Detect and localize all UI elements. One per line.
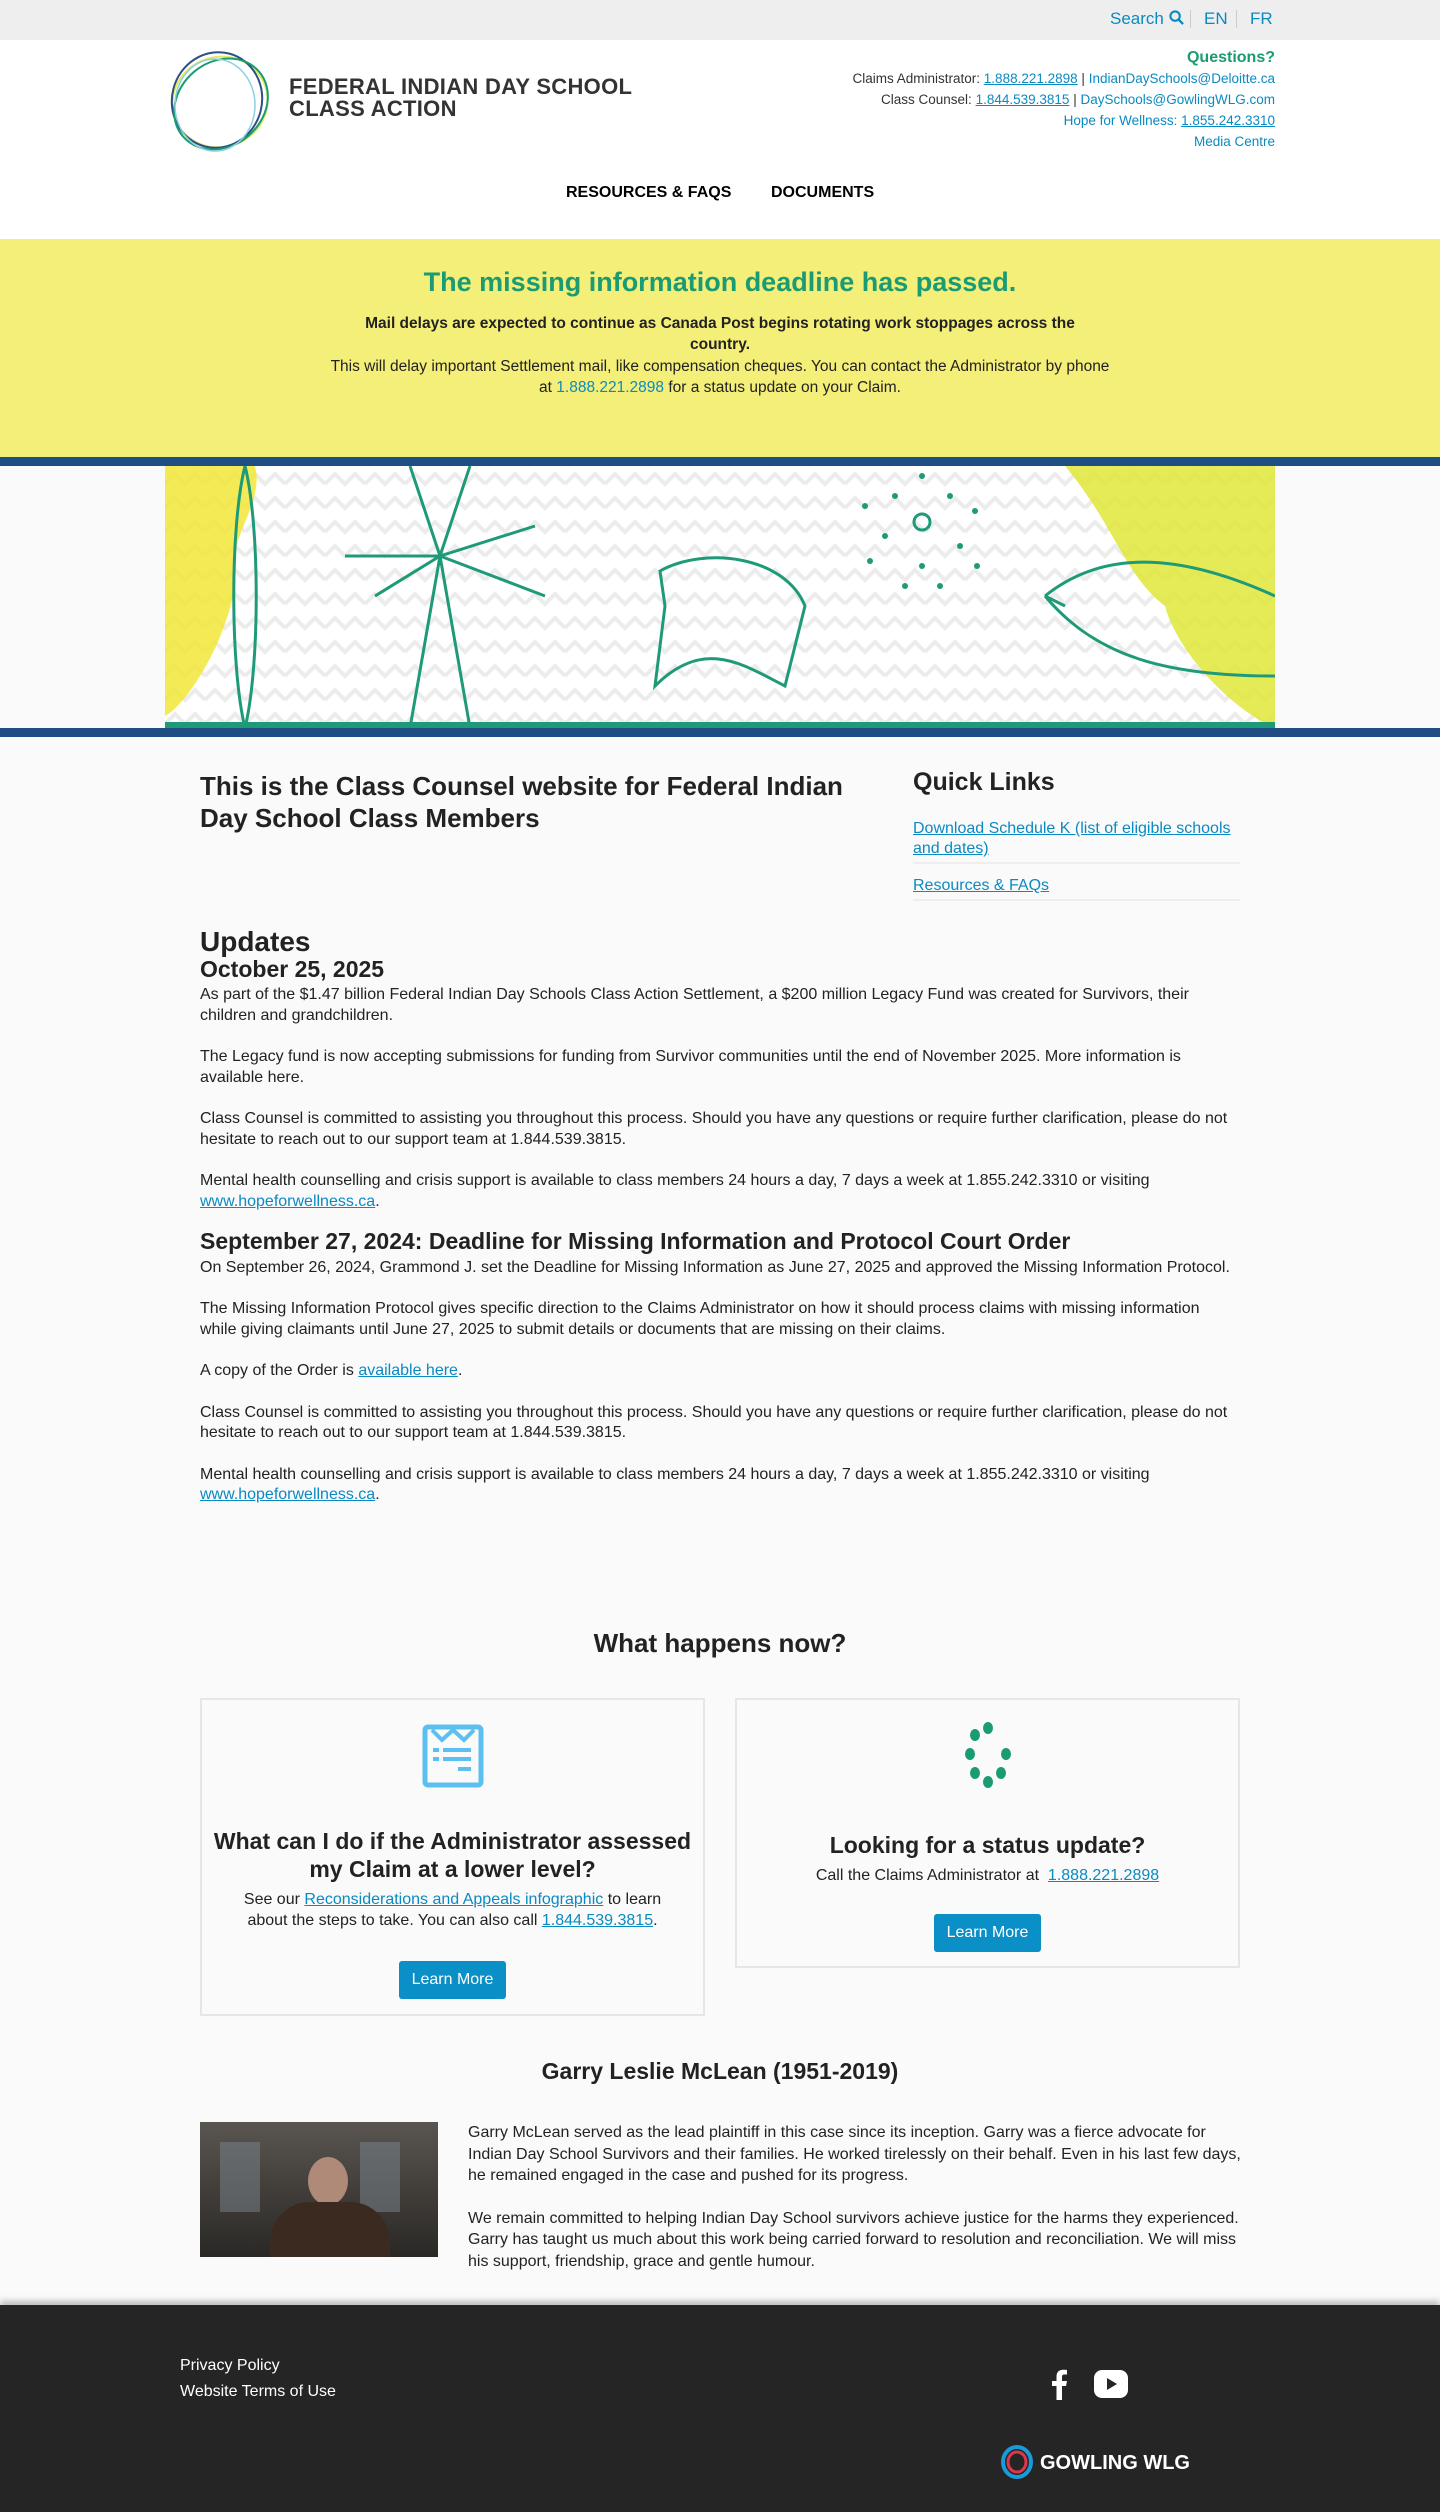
search-icon: [1169, 10, 1184, 25]
hope-phone-link[interactable]: 1.855.242.3310: [1181, 113, 1275, 128]
paragraph-text: A copy of the Order is: [200, 1362, 354, 1379]
hero-illustration: [165, 466, 1275, 728]
update-paragraph: [200, 1465, 1240, 1506]
paragraph-text: Mental health counselling and crisis support is available to class members 24 hours a day, 7 days a week at 1.855.242.3310 or visiting: [200, 1465, 1150, 1483]
status-update-card: [735, 1698, 1240, 1968]
period: .: [375, 1192, 380, 1210]
claims-phone-link[interactable]: 1.888.221.2898: [1047, 1867, 1160, 1884]
questions-heading: Questions?: [1186, 49, 1275, 66]
claims-phone-link[interactable]: 1.888.221.2898: [983, 71, 1078, 86]
divider-bar: [0, 457, 1440, 466]
counsel-email-link[interactable]: DaySchools@GowlingWLG.com: [1080, 92, 1275, 107]
update-paragraph: As part of the $1.47 billion Federal Indian Day Schools Class Action Settlement, a $200 million Legacy Fund was created for Survivors, their children and grandchildren.: [200, 986, 1189, 1024]
garry-tribute: [468, 2122, 1248, 2293]
hope-for-wellness-link[interactable]: www.hopeforwellness.ca: [200, 1486, 376, 1503]
card-title: Looking for a status update?: [829, 1832, 1146, 1858]
divider: [1236, 10, 1237, 28]
logo-line-2: CLASS ACTION: [289, 96, 457, 121]
terms-of-use-link[interactable]: Website Terms of Use: [180, 2383, 336, 2400]
what-happens-now-heading: What happens now?: [593, 1628, 847, 1658]
updates-heading: Updates: [200, 926, 311, 957]
garry-photo: [200, 2122, 438, 2257]
site-logo-text[interactable]: [289, 76, 632, 120]
quick-link-resources-faqs[interactable]: Resources & FAQs: [913, 877, 1050, 894]
alert-banner: [0, 239, 1440, 457]
alert-text-2: for a status update on your Claim.: [668, 379, 901, 396]
gowling-wlg-brand: GOWLING WLG: [1040, 2452, 1190, 2474]
lang-en-link[interactable]: EN: [1204, 9, 1228, 28]
update-paragraph: [200, 1171, 1240, 1212]
claims-label: Claims Administrator:: [852, 71, 981, 86]
loading-dots-icon: [953, 1720, 1023, 1792]
separator: |: [1073, 92, 1077, 107]
card-text: Call the Claims Administrator at: [815, 1867, 1040, 1884]
hope-label: Hope for Wellness:: [1063, 113, 1178, 128]
document-icon: [422, 1724, 484, 1788]
tribute-paragraph: Garry McLean served as the lead plaintiff in this case since its inception. Garry was a fierce advocate for Indian Day School Survivors and their families. He worked tirelessly on their behalf. Even in his last few days, he remained engaged in the case and pushed for its progress.: [468, 2124, 1241, 2184]
paragraph-text: Mental health counselling and crisis support is available to class members 24 hours a day, 7 days a week at 1.855.242.3310 or visiting: [200, 1172, 1150, 1189]
updates-section: [200, 926, 1240, 1527]
separator: |: [1081, 71, 1085, 86]
search-link[interactable]: [1110, 9, 1184, 29]
tribute-paragraph: We remain committed to helping Indian Day School survivors achieve justice for the harms they experienced. Garry has taught us much about this work being carried forward to resolution and reconciliation. We will miss his support, friendship, grace and gentle humour.: [468, 2209, 1239, 2270]
card-title: What can I do if the Administrator assessed my Claim at a lower level?: [213, 1828, 692, 1882]
learn-more-button[interactable]: Learn More: [934, 1914, 1042, 1952]
quick-links: [913, 768, 1240, 913]
search-label: Search: [1110, 9, 1164, 28]
page-title: This is the Class Counsel website for Federal Indian Day School Class Members: [200, 771, 843, 833]
facebook-icon[interactable]: [1050, 2368, 1068, 2400]
hope-for-wellness-link[interactable]: www.hopeforwellness.ca: [200, 1192, 376, 1210]
period: .: [457, 1362, 463, 1379]
claims-email-link[interactable]: IndianDaySchools@Deloitte.ca: [1088, 71, 1275, 86]
youtube-icon[interactable]: [1094, 2370, 1128, 2398]
alert-phone-link[interactable]: 1.888.221.2898: [556, 379, 665, 396]
counsel-phone-link[interactable]: 1.844.539.3815: [541, 1912, 654, 1929]
alert-title: The missing information deadline has passed.: [423, 267, 1017, 297]
privacy-policy-link[interactable]: Privacy Policy: [180, 2357, 280, 2374]
media-centre-link[interactable]: Media Centre: [1193, 134, 1275, 149]
update-date: October 25, 2025: [200, 955, 385, 982]
top-utility-bar: [0, 0, 1440, 40]
update-paragraph: Class Counsel is committed to assisting you throughout this process. Should you have any questions or require further clarification, please do not hesitate to reach out to our support team at 1.844.539.3815.: [200, 1110, 1228, 1148]
quick-links-title: Quick Links: [913, 768, 1055, 796]
reconsideration-card: [200, 1698, 705, 2016]
site-footer: [0, 2305, 1440, 2512]
nav-documents[interactable]: DOCUMENTS: [771, 184, 875, 201]
gowling-logo-icon: [1000, 2445, 1034, 2479]
card-text: to learn about the steps to take. You can also call: [247, 1891, 662, 1929]
lang-fr-link[interactable]: FR: [1250, 9, 1273, 28]
logo-line-1: FEDERAL INDIAN DAY SCHOOL: [289, 74, 633, 99]
nav-resources-faqs[interactable]: RESOURCES & FAQS: [566, 184, 732, 201]
garry-heading: Garry Leslie McLean (1951-2019): [541, 2058, 899, 2084]
update-paragraph: [200, 1361, 1240, 1382]
update-paragraph: The Legacy fund is now accepting submissions for funding from Survivor communities until the end of November 2025. More information is available here.: [200, 1048, 1181, 1086]
alert-text-1: This will delay important Settlement mail, like compensation cheques. You can contact the Administrator by phone at: [330, 358, 1110, 396]
learn-more-button[interactable]: Learn More: [399, 1961, 507, 1999]
counsel-phone-link[interactable]: 1.844.539.3815: [975, 92, 1070, 107]
divider: [1190, 10, 1191, 28]
period: .: [375, 1486, 380, 1503]
alert-bold-text: Mail delays are expected to continue as Canada Post begins rotating work stoppages across the country.: [365, 315, 1075, 353]
counsel-label: Class Counsel:: [881, 92, 972, 107]
reconsiderations-infographic-link[interactable]: Reconsiderations and Appeals infographic: [304, 1891, 604, 1908]
alert-text: [330, 356, 1110, 398]
update-paragraph: On September 26, 2024, Grammond J. set the Deadline for Missing Information as June 27, 2025 and approved the Missing Information Protocol.: [200, 1258, 1230, 1276]
order-available-here-link[interactable]: available here: [358, 1362, 458, 1379]
quick-link-schedule-k[interactable]: Download Schedule K (list of eligible schools and dates): [913, 820, 1231, 857]
card-text: See our: [243, 1891, 300, 1908]
period: .: [653, 1912, 658, 1929]
contact-block: [852, 48, 1275, 152]
update-paragraph: The Missing Information Protocol gives specific direction to the Claims Administrator on how it should process claims with missing information while giving claimants until June 27, 2025 to submit details or documents that are missing on their claims.: [200, 1300, 1200, 1338]
update-paragraph: Class Counsel is committed to assisting you throughout this process. Should you have any questions or require further clarification, please do not hesitate to reach out to our support team at 1.844.539.3815.: [200, 1403, 1228, 1441]
logo-circles-icon[interactable]: [165, 50, 275, 155]
divider-bar: [0, 728, 1440, 737]
update-date: September 27, 2024: Deadline for Missing Information and Protocol Court Order: [200, 1228, 1071, 1254]
